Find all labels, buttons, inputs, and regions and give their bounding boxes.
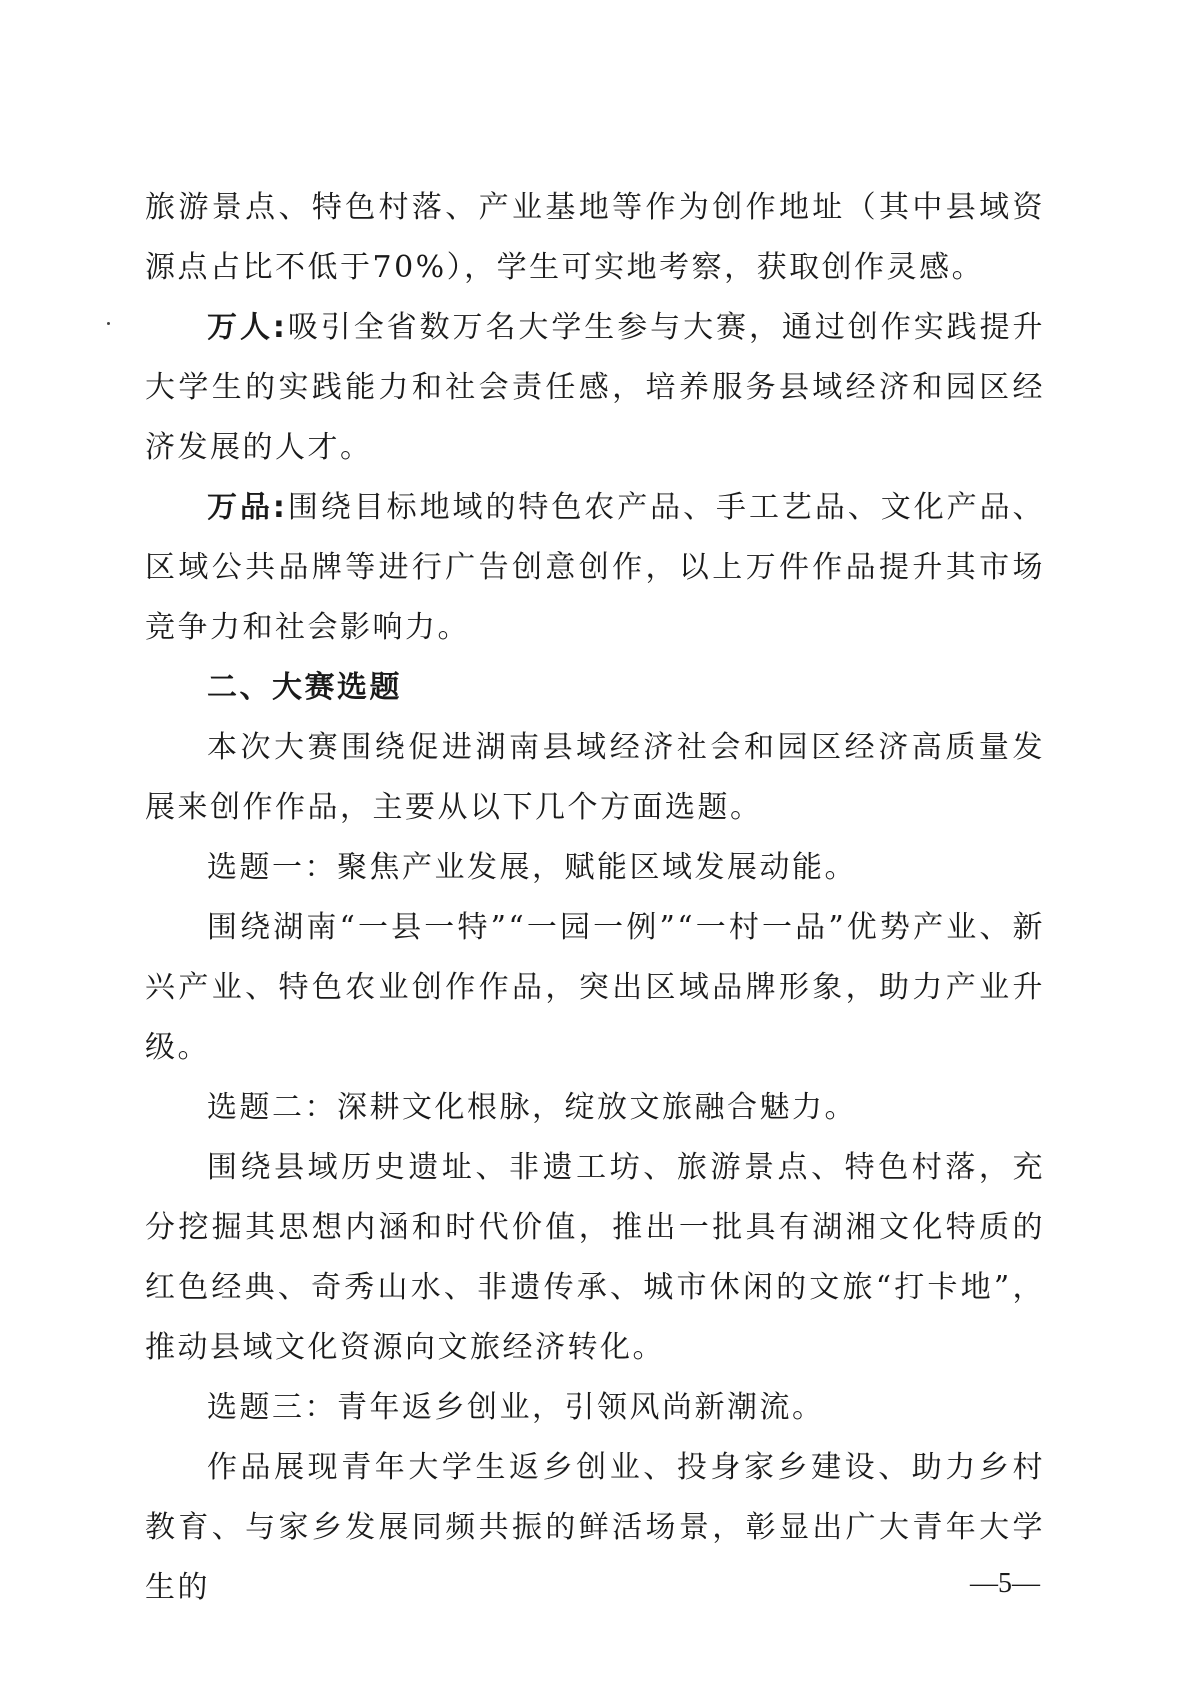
label-ten-thousand-people: 万人:	[207, 310, 288, 345]
paragraph-ten-thousand-people	[145, 298, 1045, 478]
label-ten-thousand-works: 万品:	[207, 490, 288, 525]
topic-three-title: 选题三：青年返乡创业，引领风尚新潮流。	[207, 1390, 825, 1425]
margin-dot	[107, 322, 110, 325]
text-ten-thousand-people: 吸引全省数万名大学生参与大赛，通过创作实践提升大学生的实践能力和社会责任感，培养服务县域经济和园区经济发展的人才。	[145, 310, 1046, 465]
topic-one-body: 围绕湖南“一县一特”“一园一例”“一村一品”优势产业、新兴产业、特色农业创作作品，突出区域品牌形象，助力产业升级。	[145, 910, 1045, 1065]
paragraph-topics-intro: 本次大赛围绕促进湖南县域经济社会和园区经济高质量发展来创作作品，主要从以下几个方面选题。	[145, 730, 1045, 825]
topic-two-body: 围绕县域历史遗址、非遗工坊、旅游景点、特色村落，充分挖掘其思想内涵和时代价值，推出一批具有湖湘文化特质的红色经典、奇秀山水、非遗传承、城市休闲的文旅“打卡地”，推动县域文化资源向文旅经济转化。	[145, 1150, 1045, 1365]
body-content	[145, 178, 1045, 1618]
paragraph-creation-sites: 旅游景点、特色村落、产业基地等作为创作地址（其中县域资源点占比不低于70%），学生可实地考察，获取创作灵感。	[145, 190, 1045, 285]
section-heading-topics: 二、大赛选题	[207, 670, 402, 705]
text-ten-thousand-works: 围绕目标地域的特色农产品、手工艺品、文化产品、区域公共品牌等进行广告创意创作，以上万件作品提升其市场竞争力和社会影响力。	[145, 490, 1046, 645]
topic-two-title: 选题二：深耕文化根脉，绽放文旅融合魅力。	[207, 1090, 857, 1125]
paragraph-ten-thousand-works	[145, 478, 1045, 658]
topic-three-body: 作品展现青年大学生返乡创业、投身家乡建设、助力乡村教育、与家乡发展同频共振的鲜活场景，彰显出广大青年大学生的	[145, 1450, 1045, 1605]
page-number: —5—	[970, 1568, 1040, 1599]
topic-one-title: 选题一：聚焦产业发展，赋能区域发展动能。	[207, 850, 857, 885]
